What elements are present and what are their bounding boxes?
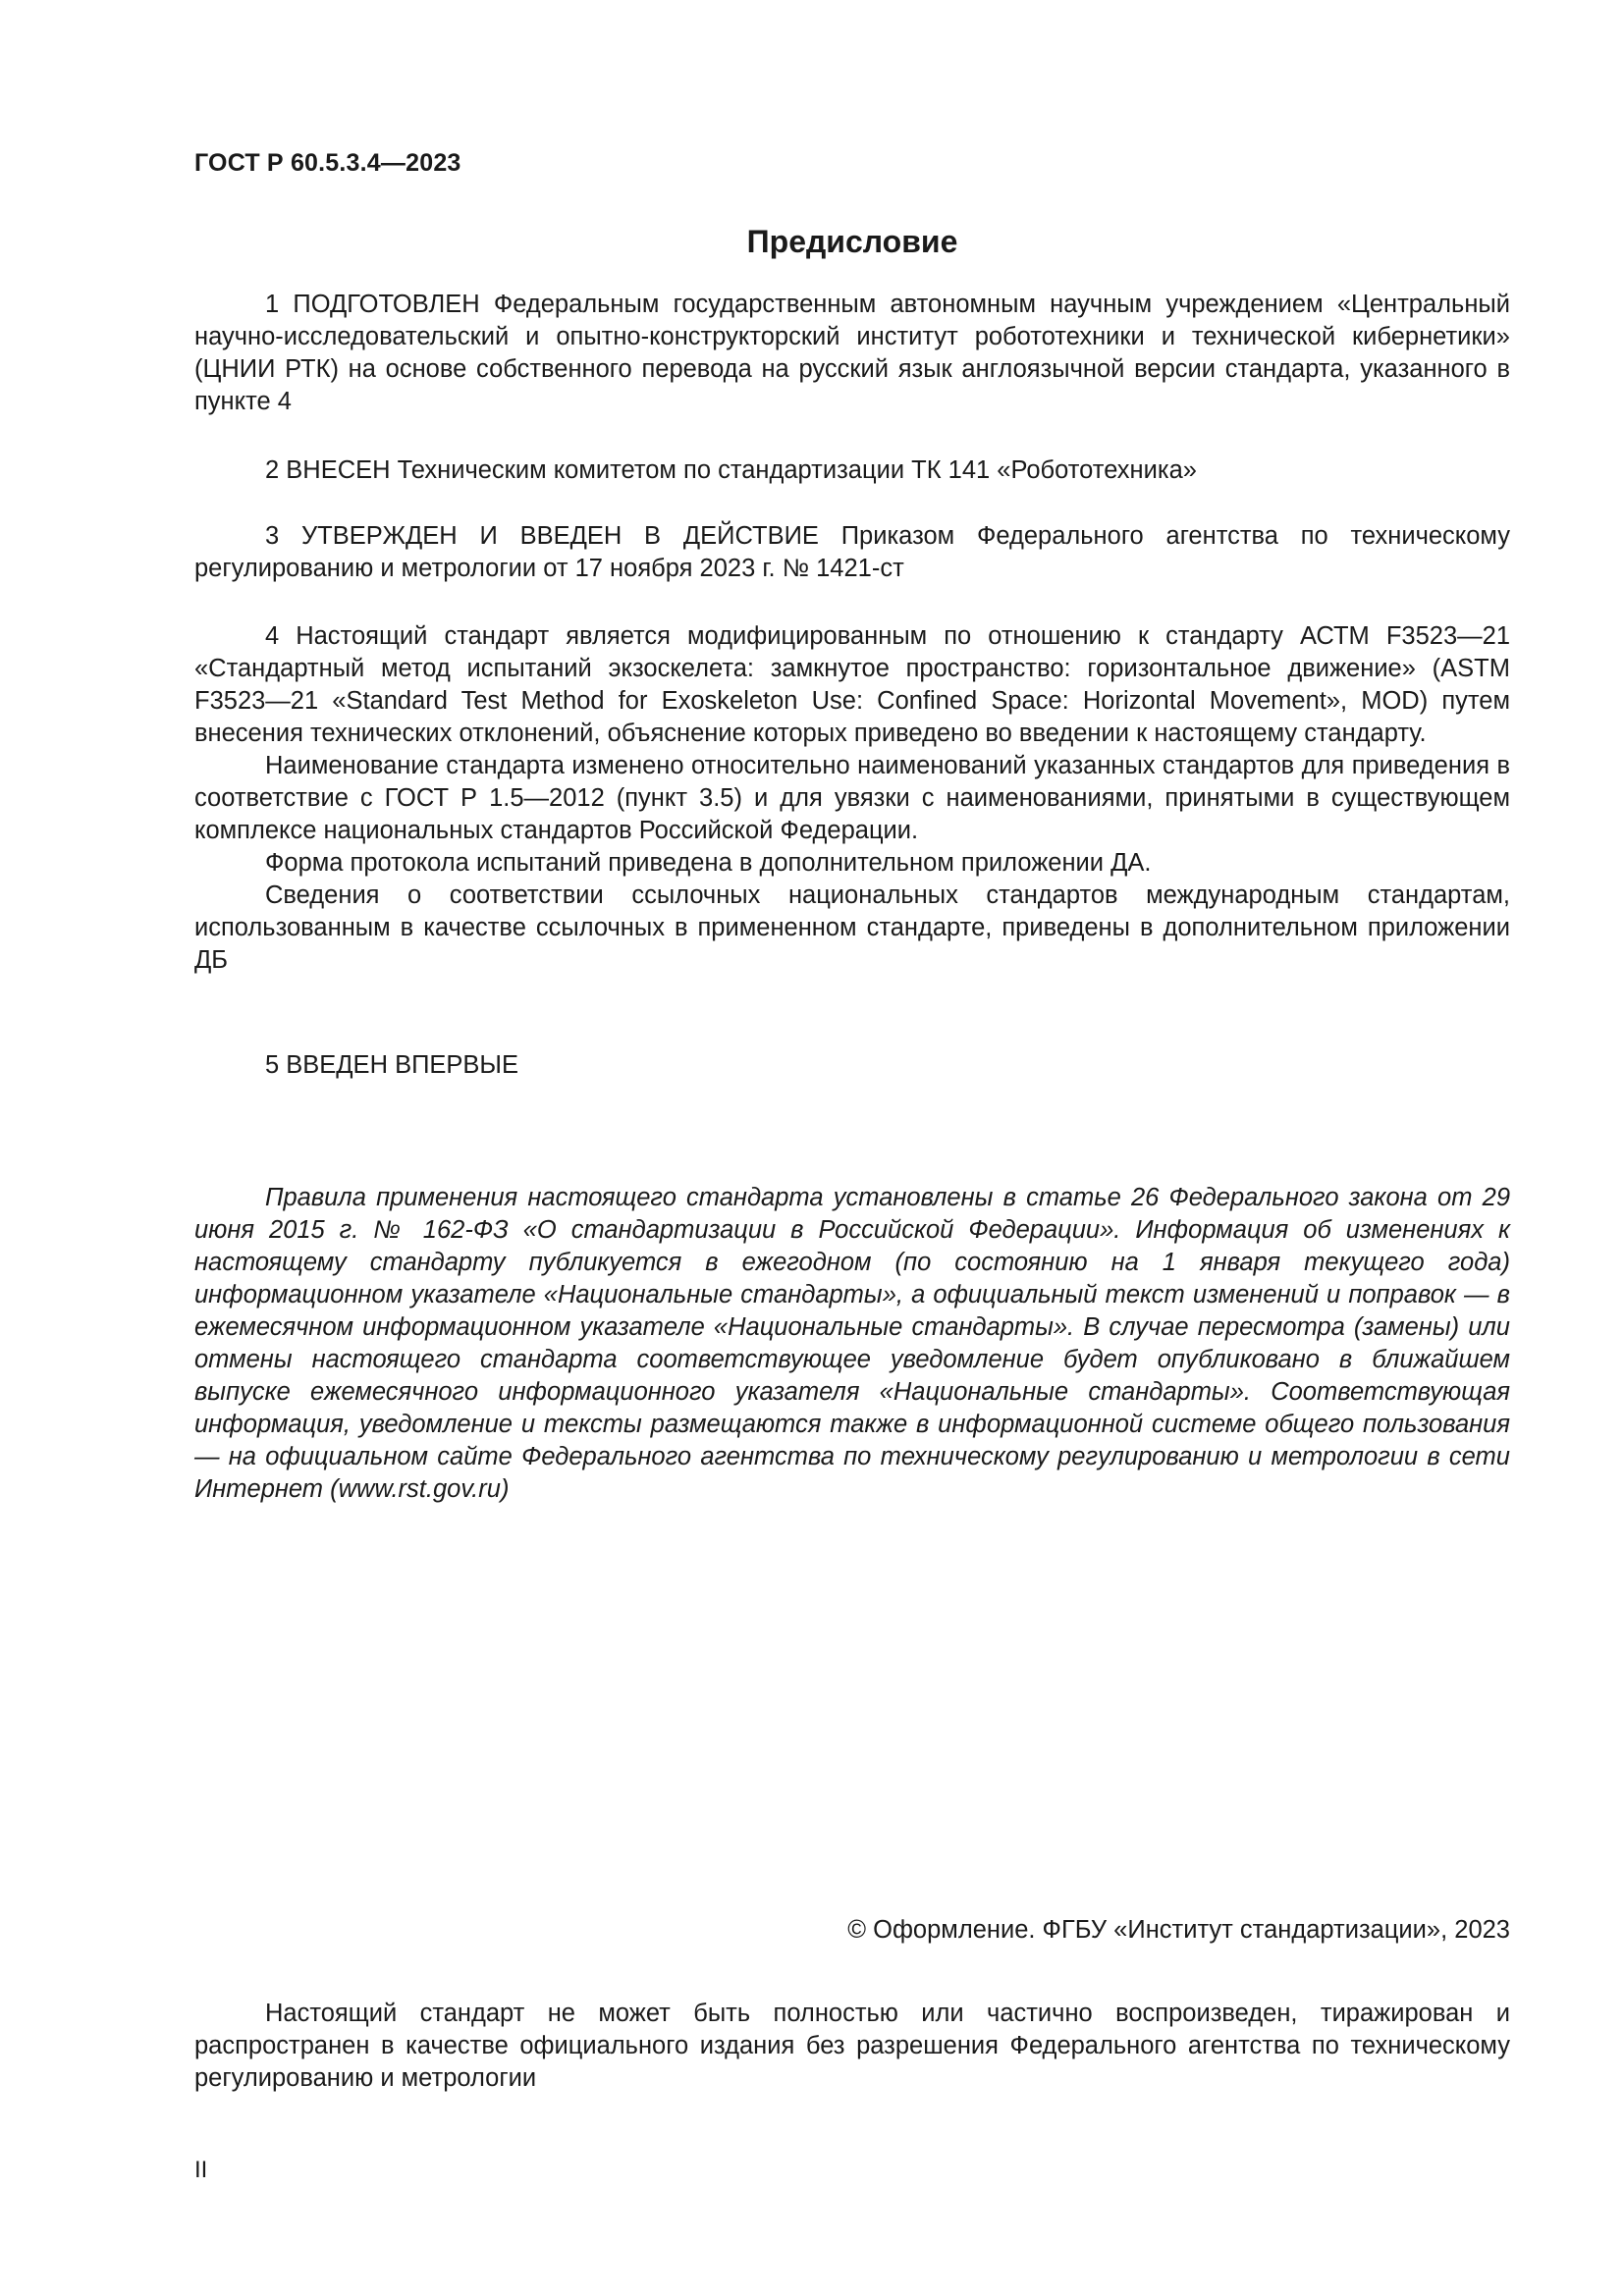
preface-item-4-paragraph: Сведения о соответствии ссылочных национальных стандартов международным стандартам, использованным в качестве ссылочных в примененном стандарте, приведены в дополнительном приложении ДБ: [194, 881, 1510, 974]
preface-item-5: [194, 1049, 1510, 1082]
copyright-line: © Оформление. ФГБУ «Институт стандартизации», 2023: [847, 1916, 1510, 1944]
preface-item-5-text: 5 ВВЕДЕН ВПЕРВЫЕ: [265, 1051, 519, 1079]
document-code-header: ГОСТ Р 60.5.3.4—2023: [194, 149, 461, 177]
preface-item-4-paragraph: 4 Настоящий стандарт является модифицированным по отношению к стандарту АСТМ F3523—21 «Стандартный метод испытаний экзоскелета: замкнутое пространство: горизонтальное движение» (ASTM F3523—21 «Standard Test Method for Exoskeleton Use: Confined Space: Horizontal Movement», MOD) путем внесения технических отклонений, объяснение которых приведено во введении к настоящему стандарту.: [194, 622, 1510, 747]
preface-item-3: [194, 520, 1510, 585]
rules-notice-text: Правила применения настоящего стандарта установлены в статье 26 Федерального закона от 29 июня 2015 г. № 162-ФЗ «О стандартизации в Российской Федерации». Информация об изменениях к настоящему стандарту публикуется в ежегодном (по состоянию на 1 января текущего года) информационном указателе «Национальные стандарты», а официальный текст изменений и поправок — в ежемесячном информационном указателе «Национальные стандарты». В случае пересмотра (замены) или отмены настоящего стандарта соответствующее уведомление будет опубликовано в ближайшем выпуске ежемесячного информационного указателя «Национальные стандарты». Соответствующая информация, уведомление и тексты размещаются также в информационной системе общего пользования — на официальном сайте Федерального агентства по техническому регулированию и метрологии в сети Интернет (www.rst.gov.ru): [194, 1184, 1510, 1503]
page-number: II: [194, 2157, 208, 2183]
reproduction-notice-text: Настоящий стандарт не может быть полностью или частично воспроизведен, тиражирован и распространен в качестве официального издания без разрешения Федерального агентства по техническому регулированию и метрологии: [194, 2000, 1510, 2092]
rules-notice: [194, 1182, 1510, 1506]
preface-item-4-paragraph: Форма протокола испытаний приведена в дополнительном приложении ДА.: [265, 849, 1152, 877]
preface-item-1-text: 1 ПОДГОТОВЛЕН Федеральным государственным автономным научным учреждением «Центральный научно-исследовательский и опытно-конструкторский институт робототехники и технической кибернетики» (ЦНИИ РТК) на основе собственного перевода на русский язык англоязычной версии стандарта, указанного в пункте 4: [194, 291, 1510, 415]
preface-item-4: [194, 620, 1510, 977]
preface-item-1: [194, 289, 1510, 418]
preface-item-2: [194, 454, 1510, 487]
preface-item-3-text: 3 УТВЕРЖДЕН И ВВЕДЕН В ДЕЙСТВИЕ Приказом Федерального агентства по техническому регулированию и метрологии от 17 ноября 2023 г. № 1421-ст: [194, 522, 1510, 582]
reproduction-notice: [194, 1998, 1510, 2095]
page-title: Предисловие: [746, 224, 958, 259]
preface-item-4-paragraph: Наименование стандарта изменено относительно наименований указанных стандартов для приведения в соответствие с ГОСТ Р 1.5—2012 (пункт 3.5) и для увязки с наименованиями, принятыми в существующем комплексе национальных стандартов Российской Федерации.: [194, 752, 1510, 844]
preface-item-2-text: 2 ВНЕСЕН Техническим комитетом по стандартизации ТК 141 «Робототехника»: [265, 456, 1197, 484]
